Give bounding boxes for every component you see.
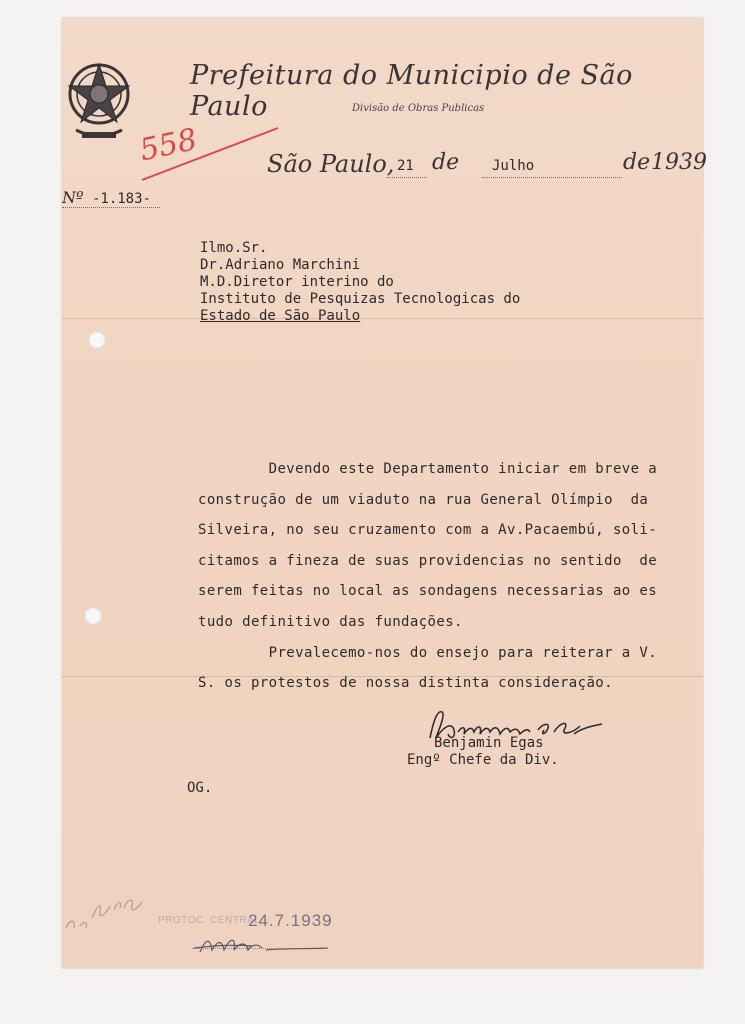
dotted-rule <box>482 177 622 178</box>
date-year: 1939 <box>651 150 707 175</box>
addressee-line: Estado de São Paulo <box>200 308 361 324</box>
body-line: tudo definitivo das fundações. <box>198 613 463 630</box>
body-line: Devendo este Departamento iniciar em breve a <box>198 461 658 477</box>
dotted-rule <box>62 207 160 208</box>
addressee-line: Dr.Adriano Marchini <box>200 257 361 273</box>
punch-hole-bottom <box>84 607 102 625</box>
date-month: Julho <box>492 158 535 174</box>
red-pencil-mark <box>132 116 282 186</box>
date-day: 21 <box>397 158 414 174</box>
typist-initials: OG. <box>187 780 213 796</box>
body-line: Prevalecemo-nos do ensejo para reiterar a V. <box>198 644 658 661</box>
reference-value: -1.183- <box>91 191 151 207</box>
body-line: S. os protestos de nossa distinta consideração. <box>198 675 613 692</box>
body-line: serem feitas no local as sondagens necessarias ao es <box>198 583 658 600</box>
date-preposition: de <box>432 150 460 175</box>
date-preposition: de <box>623 150 651 175</box>
date-city: São Paulo, <box>267 150 395 178</box>
punch-hole-top <box>88 331 106 349</box>
dateline <box>267 150 707 180</box>
stamp-date: 24.7.1939 <box>248 911 333 930</box>
letterhead-title: Prefeitura do Municipio de São Paulo <box>190 60 633 122</box>
coat-of-arms-icon <box>66 44 132 146</box>
addressee-line: Ilmo.Sr. <box>200 240 268 256</box>
signature-block <box>407 735 559 769</box>
stamp-faint-text: PROTOC. CENTRAL <box>158 915 261 926</box>
signatory-name: Benjamin Egas <box>434 735 544 751</box>
addressee-line: M.D.Diretor interino do <box>200 274 394 290</box>
reference-symbol: Nº <box>62 188 84 207</box>
reference-number <box>62 188 151 207</box>
pencil-note-mark <box>62 878 162 938</box>
letter-body <box>198 454 668 699</box>
signatory-title: Engº Chefe da Div. <box>407 752 559 768</box>
letterhead-division: Divisão de Obras Publicas <box>352 103 485 114</box>
dotted-rule <box>387 177 427 178</box>
body-line: citamos a fineza de suas providencias no sentido de <box>198 552 658 569</box>
letter-sheet <box>62 18 707 968</box>
addressee-block <box>200 240 520 325</box>
red-pencil-number: 558 <box>136 122 201 169</box>
stamp-initials-mark <box>192 922 332 962</box>
body-line: Silveira, no seu cruzamento com a Av.Pacaembú, soli- <box>198 522 658 539</box>
addressee-line: Instituto de Pesquizas Tecnologicas do <box>200 291 521 307</box>
body-line: construção de um viaduto na rua General Olímpio da <box>198 491 649 508</box>
